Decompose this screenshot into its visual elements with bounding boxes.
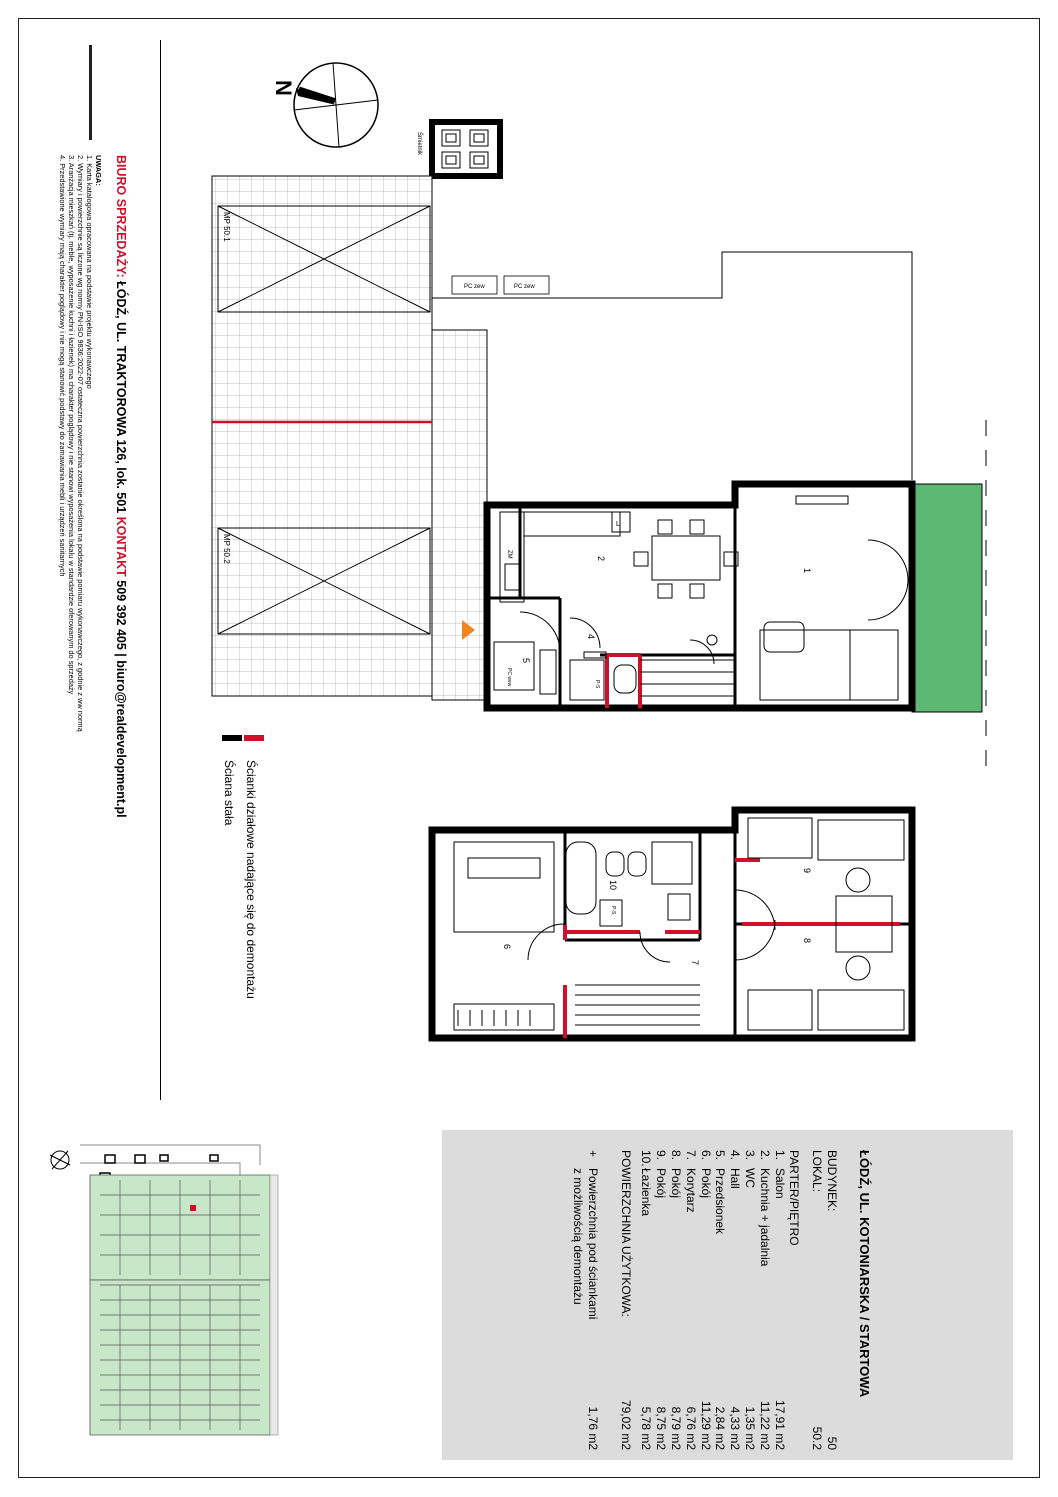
room-area: 6,76 m2: [683, 1406, 698, 1450]
room-index: 7.: [683, 1150, 698, 1161]
parking-label: MP 50.1: [222, 212, 231, 242]
info-title: ŁÓDŹ, UL. KOTONIARSKA / STARTOWA: [857, 1150, 872, 1398]
room-area: 4,33 m2: [728, 1406, 743, 1450]
legend-fixed: Ściana stała: [222, 760, 236, 826]
contact-value: 509 392 405 | biuro@realdevelopment.pl: [114, 576, 128, 818]
room-index: 9.: [654, 1150, 669, 1161]
room-index: 4.: [728, 1150, 743, 1161]
room-index: 5.: [713, 1150, 728, 1161]
room-number: 2: [596, 556, 606, 562]
room-number: 4: [586, 634, 596, 640]
room-number: 9: [802, 868, 812, 874]
room-number: 5: [521, 658, 531, 664]
room-index: 6.: [698, 1150, 713, 1161]
contact-label: KONTAKT: [114, 516, 128, 577]
extra-label: z możliwością demontażu: [571, 1168, 586, 1305]
room-name: WC: [743, 1168, 758, 1188]
room-name: Korytarz: [683, 1168, 698, 1213]
building-label: BUDYNEK:: [825, 1150, 839, 1212]
ps-label: P-S: [610, 906, 616, 915]
extra-value: 1,76 m2: [585, 1406, 600, 1450]
room-area: 17,91 m2: [772, 1399, 787, 1450]
heat-pump-label: PC zew: [514, 284, 535, 290]
room-name: Salon: [772, 1168, 787, 1199]
room-index: 8.: [669, 1150, 684, 1161]
note-item: 3. Aranżacja mieszkań (tj. meble, wyposażenie kuchni i łazienek) ma charakter poglądowy i nie stanowi wyposażenia lokalu w standardzie oferowanym do sprzedaży: [67, 155, 76, 695]
room-number: 7: [690, 960, 700, 966]
unit-label: LOKAL:: [810, 1150, 825, 1193]
total-label: POWIERZCHNIA UŻYTKOWA:: [618, 1150, 633, 1317]
floor-label: PARTER/PIĘTRO: [787, 1150, 802, 1246]
fridge-label: L: [616, 521, 620, 528]
compass-icon: [294, 63, 378, 147]
room-area: 1,35 m2: [743, 1406, 758, 1450]
extra-label: Powierzchnia pod ściankami: [585, 1168, 600, 1320]
room-area: 2,84 m2: [713, 1406, 728, 1450]
legend-removable: Ścianki działowe nadające się do demontażu: [244, 760, 258, 999]
note-item: 4. Przedstawione wymiary mają charakter poglądowy i nie mogą stanowić podstawy do zamawiania mebli i urządzeń sanitarnych: [58, 155, 67, 577]
note-item: 1. Karta katalogowa opracowana na podstawie projektu wykonawczego: [85, 155, 94, 389]
zm-label: ZM: [506, 550, 512, 559]
room-area: 11,22 m2: [757, 1400, 772, 1450]
info-panel-content: [570, 1150, 872, 1450]
compass-label: N: [271, 80, 296, 96]
unit-table: [570, 1150, 839, 1450]
room-name: Przedsionek: [713, 1168, 728, 1235]
room-area: 8,75 m2: [654, 1406, 669, 1450]
room-area: 5,78 m2: [639, 1406, 654, 1450]
room-index: 10.: [639, 1150, 654, 1167]
heat-pump-label: PC zew: [464, 284, 485, 290]
room-name: Pokój: [669, 1168, 684, 1199]
room-index: 3.: [743, 1150, 758, 1161]
legend-removable-swatch: [244, 735, 264, 741]
pc-indoor-label: PC wew: [506, 668, 512, 687]
room-number: 10: [608, 880, 618, 891]
sales-label: BIURO SPRZEDAŻY:: [114, 155, 128, 278]
unit-value: 50.2: [810, 1426, 825, 1450]
room-name: Łazienka: [639, 1168, 654, 1217]
building-value: 50: [825, 1436, 839, 1450]
ground-floor: [487, 484, 912, 708]
terrace-green: [912, 484, 982, 712]
extra-sign: +: [585, 1150, 600, 1158]
room-name: Pokój: [698, 1168, 713, 1199]
room-name: Kuchnia + jadalnia: [757, 1168, 772, 1267]
legend-fixed-swatch: [222, 735, 242, 741]
room-area: 8,79 m2: [669, 1406, 684, 1450]
room-number: 8: [802, 938, 812, 944]
room-number: 6: [502, 944, 512, 950]
total-value: 79,02 m2: [618, 1399, 633, 1450]
bin-label: Śmietnik: [416, 132, 422, 156]
room-name: Hall: [728, 1168, 743, 1189]
notes-title: UWAGA:: [94, 155, 103, 186]
site-plan: [30, 1135, 435, 1455]
room-index: 2.: [757, 1150, 772, 1161]
room-index: 1.: [772, 1150, 787, 1161]
note-item: 2. Wymiary i powierzchnie są liczone wg normy PN-ISO 9836:2022-07 ostateczna powierzchnia zostanie określona na podstawie pomiaru wykonawczego, z godnie z ww normą: [76, 155, 85, 732]
room-name: Pokój: [654, 1168, 669, 1199]
room-area: 11,29 m2: [698, 1400, 713, 1450]
ps-label: P-S: [594, 680, 600, 689]
info-panel: [442, 1130, 1013, 1460]
compass-small-icon: [50, 1151, 70, 1169]
room-number: 1: [802, 568, 812, 574]
parking-label: MP 50.2: [222, 534, 231, 564]
sales-address: ŁÓDŹ, UL. TRAKTOROWA 126, lok. 501: [114, 277, 128, 517]
